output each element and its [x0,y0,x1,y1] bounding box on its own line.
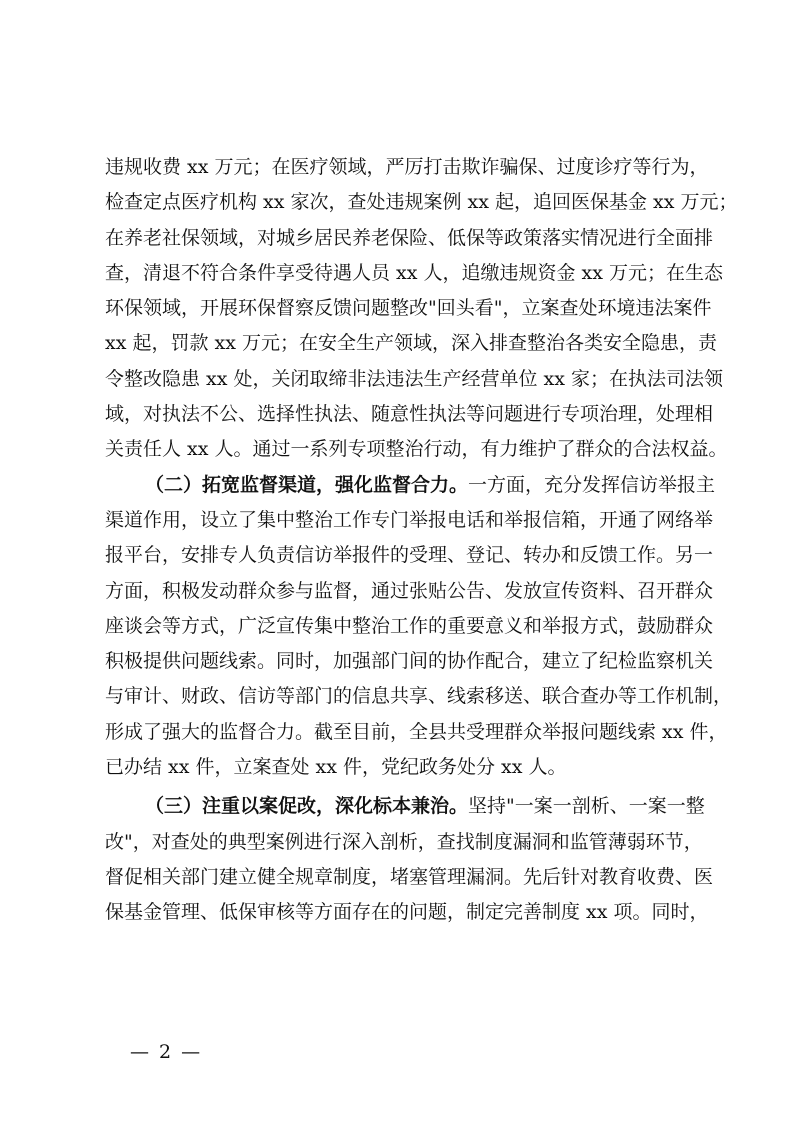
text-line: 座谈会等方式，广泛宣传集中整治工作的重要意义和举报方式，鼓励群众 [105,614,714,637]
text-line: 在养老社保领域，对城乡居民养老保险、低保等政策落实情况进行全面排 [105,226,714,249]
text-line: 报平台，安排专人负责信访举报件的受理、登记、转办和反馈工作。另一 [105,544,714,567]
text-line: 检查定点医疗机构 xx 家次，查处违规案例 xx 起，追回医保基金 xx 万元； [105,191,738,214]
text-line: 违规收费 xx 万元；在医疗领域，严厉打击欺诈骗保、过度诊疗等行为， [105,156,709,178]
section-2-lead: 一方面，充分发挥信访举报主 [468,473,716,496]
text-line: 与审计、财政、信访等部门的信息共享、线索移送、联合查办等工作机制， [105,685,733,708]
text-line: 改"，对查处的典型案例进行深入剖析，查找制度漏洞和监管薄弱环节， [105,830,703,853]
text-line: 域，对执法不公、选择性执法、随意性执法等问题进行专项治理，处理相 [105,403,714,426]
document-body [105,150,738,931]
text-line: 形成了强大的监督合力。截至目前，全县共受理群众举报问题线索 xx 件， [105,720,728,743]
text-line: 方面，积极发动群众参与监督，通过张贴公告、发放宣传资料、召开群众 [105,579,714,602]
text-line: 督促相关部门建立健全规章制度，堵塞管理漏洞。先后针对教育收费、医 [105,865,714,888]
text-line: xx 起，罚款 xx 万元；在安全生产领域，深入排查整治各类安全隐患，责 [105,332,717,355]
text-line: 关责任人 xx 人。通过一系列专项整治行动，有力维护了群众的合法权益。 [105,438,728,461]
section-3-heading: （三）注重以案促改，深化标本兼治。 [145,795,469,818]
text-line: 积极提供问题线索。同时，加强部门间的协作配合，建立了纪检监察机关 [105,650,714,673]
section-2-heading: （二）拓宽监督渠道，强化监督合力。 [145,473,469,496]
section-3-first-line [105,789,705,824]
section-3-lead: 坚持"一案一剖析、一案一整 [468,795,705,818]
text-line: 渠道作用，设立了集中整治工作专门举报电话和举报信箱，开通了网络举 [105,508,714,531]
text-line: 查，清退不符合条件享受待遇人员 xx 人，追缴违规资金 xx 万元；在生态 [105,261,724,284]
text-line: 已办结 xx 件，立案查处 xx 件，党纪政务处分 xx 人。 [105,756,567,779]
text-line: 保基金管理、低保审核等方面存在的问题，制定完善制度 xx 项。同时， [105,901,709,924]
text-line: 环保领域，开展环保督察反馈问题整改"回头看"，立案查处环境违法案件 [105,297,712,320]
page-number: — 2 — [130,1041,203,1063]
text-line: 令整改隐患 xx 处，关闭取缔非法违法生产经营单位 xx 家；在执法司法领 [105,367,724,390]
section-2-first-line [105,468,716,503]
